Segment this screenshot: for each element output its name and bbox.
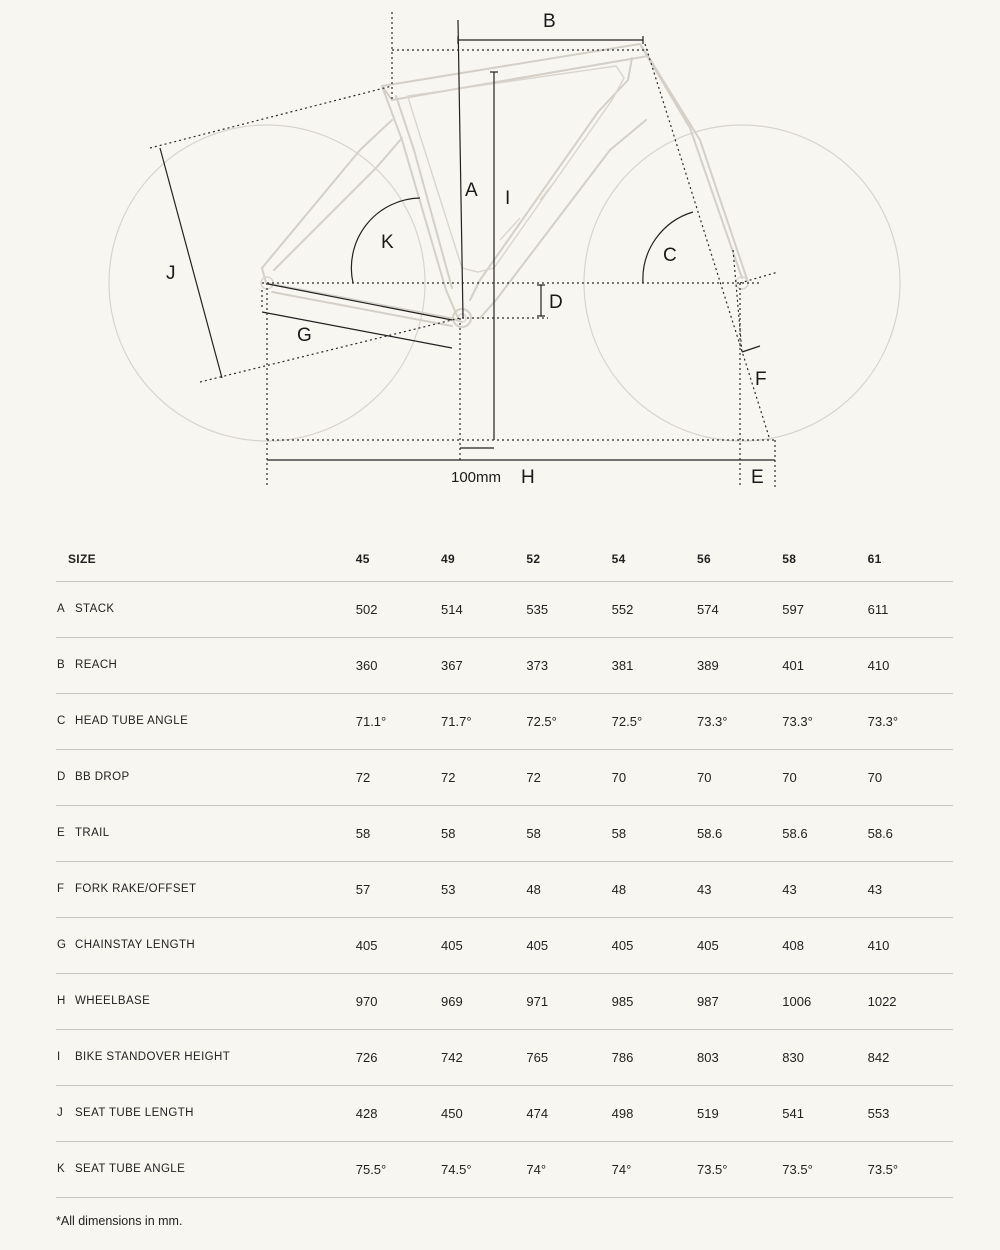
row-key: J xyxy=(57,1107,63,1119)
table-cell: 43 xyxy=(782,881,797,897)
table-cell: 74.5° xyxy=(441,1161,472,1177)
table-cell: 401 xyxy=(782,657,804,673)
table-cell: 389 xyxy=(696,657,719,673)
size-column-header: 45 xyxy=(355,552,370,567)
row-key: G xyxy=(57,939,66,951)
table-cell: 405 xyxy=(696,937,719,953)
table-row xyxy=(56,917,953,973)
row-label: BB DROP xyxy=(74,771,130,783)
size-column-header: 52 xyxy=(526,552,541,567)
table-cell: 519 xyxy=(696,1105,719,1121)
table-cell: 611 xyxy=(867,601,889,617)
table-row xyxy=(56,1085,953,1141)
table-cell: 405 xyxy=(611,937,634,953)
row-label: SEAT TUBE LENGTH xyxy=(74,1107,194,1119)
table-cell: 985 xyxy=(611,993,634,1009)
table-cell: 1022 xyxy=(867,993,897,1009)
table-cell: 502 xyxy=(355,601,378,617)
table-cell: 48 xyxy=(611,881,627,897)
table-cell: 987 xyxy=(696,993,719,1009)
row-label: WHEELBASE xyxy=(74,995,151,1007)
table-cell: 742 xyxy=(441,1049,463,1065)
table-cell: 72 xyxy=(526,769,541,785)
table-cell: 71.1° xyxy=(355,713,387,729)
table-header-row xyxy=(56,538,953,581)
table-cell: 74° xyxy=(611,1161,632,1177)
size-column-header: 61 xyxy=(867,552,882,567)
table-row xyxy=(56,1029,953,1085)
label-c: C xyxy=(663,245,677,266)
label-d: D xyxy=(549,292,563,313)
table-cell: 58 xyxy=(611,825,627,841)
label-h: H xyxy=(521,467,535,488)
table-cell: 541 xyxy=(782,1105,804,1121)
table-cell: 971 xyxy=(526,993,549,1009)
table-cell: 574 xyxy=(696,601,719,617)
table-cell: 373 xyxy=(526,657,549,673)
label-100mm: 100mm xyxy=(451,469,502,486)
table-cell: 58.6 xyxy=(867,825,893,841)
table-cell: 969 xyxy=(441,993,463,1009)
table-row xyxy=(56,581,953,637)
row-label: FORK RAKE/OFFSET xyxy=(74,883,197,895)
size-column-header: 58 xyxy=(782,552,797,567)
table-row xyxy=(56,861,953,917)
row-label: HEAD TUBE ANGLE xyxy=(74,715,189,727)
geometry-diagram xyxy=(0,0,1000,500)
table-cell: 53 xyxy=(441,881,456,897)
table-cell: 58 xyxy=(526,825,541,841)
size-header: SIZE xyxy=(68,552,96,567)
table-cell: 58 xyxy=(355,825,371,841)
table-cell: 70 xyxy=(611,769,627,785)
row-key: I xyxy=(57,1051,61,1063)
table-row xyxy=(56,1141,953,1197)
table-cell: 428 xyxy=(355,1105,378,1121)
table-cell: 765 xyxy=(526,1049,549,1065)
table-cell: 72 xyxy=(441,769,456,785)
table-cell: 803 xyxy=(696,1049,719,1065)
table-row xyxy=(56,973,953,1029)
table-row xyxy=(56,693,953,749)
table-cell: 73.5° xyxy=(696,1161,728,1177)
geometry-table xyxy=(56,538,953,1198)
size-column-header: 56 xyxy=(696,552,711,567)
table-cell: 73.3° xyxy=(696,713,728,729)
table-cell: 410 xyxy=(867,937,890,953)
table-cell: 74° xyxy=(526,1161,547,1177)
table-cell: 73.5° xyxy=(867,1161,899,1177)
table-cell: 405 xyxy=(355,937,378,953)
dimension-lines xyxy=(150,12,778,488)
table-row xyxy=(56,805,953,861)
table-cell: 786 xyxy=(611,1049,634,1065)
table-cell: 73.3° xyxy=(867,713,899,729)
row-label: SEAT TUBE ANGLE xyxy=(74,1163,186,1175)
bike-frame xyxy=(261,44,748,327)
label-e: E xyxy=(751,467,764,488)
row-key: A xyxy=(57,603,65,615)
table-cell: 970 xyxy=(355,993,378,1009)
label-f: F xyxy=(755,369,767,390)
table-cell: 830 xyxy=(782,1049,804,1065)
table-cell: 405 xyxy=(441,937,463,953)
table-cell: 405 xyxy=(526,937,549,953)
table-cell: 553 xyxy=(867,1105,890,1121)
table-cell: 72 xyxy=(355,769,371,785)
table-row xyxy=(56,637,953,693)
row-key: F xyxy=(57,883,65,895)
table-row xyxy=(56,749,953,805)
table-cell: 43 xyxy=(867,881,883,897)
label-b: B xyxy=(543,11,556,32)
table-cell: 381 xyxy=(611,657,634,673)
table-cell: 48 xyxy=(526,881,541,897)
label-i: I xyxy=(505,188,511,209)
table-cell: 70 xyxy=(782,769,797,785)
table-cell: 70 xyxy=(696,769,712,785)
table-cell: 597 xyxy=(782,601,804,617)
table-cell: 57 xyxy=(355,881,371,897)
table-cell: 43 xyxy=(696,881,712,897)
table-cell: 1006 xyxy=(782,993,812,1009)
label-g: G xyxy=(297,325,312,346)
row-label: TRAIL xyxy=(74,827,110,839)
table-cell: 72.5° xyxy=(611,713,643,729)
row-key: E xyxy=(57,827,65,839)
row-label: BIKE STANDOVER HEIGHT xyxy=(74,1051,231,1063)
row-key: H xyxy=(57,995,66,1007)
table-cell: 367 xyxy=(441,657,463,673)
row-key: B xyxy=(57,659,65,671)
table-cell: 726 xyxy=(355,1049,378,1065)
footnote: *All dimensions in mm. xyxy=(56,1214,183,1228)
table-cell: 360 xyxy=(355,657,378,673)
table-cell: 552 xyxy=(611,601,634,617)
table-cell: 73.5° xyxy=(782,1161,813,1177)
table-cell: 58.6 xyxy=(696,825,723,841)
size-column-header: 49 xyxy=(441,552,455,567)
row-key: D xyxy=(57,771,66,783)
table-cell: 58.6 xyxy=(782,825,808,841)
table-cell: 75.5° xyxy=(355,1161,387,1177)
table-cell: 58 xyxy=(441,825,456,841)
label-a: A xyxy=(465,180,478,201)
label-j: J xyxy=(166,263,176,284)
table-cell: 514 xyxy=(441,601,463,617)
table-cell: 73.3° xyxy=(782,713,813,729)
size-column-header: 54 xyxy=(611,552,626,567)
row-label: REACH xyxy=(74,659,118,671)
table-cell: 535 xyxy=(526,601,549,617)
table-cell: 72.5° xyxy=(526,713,557,729)
table-cell: 410 xyxy=(867,657,890,673)
label-k: K xyxy=(381,232,394,253)
table-cell: 70 xyxy=(867,769,883,785)
table-cell: 474 xyxy=(526,1105,549,1121)
row-key: K xyxy=(57,1163,65,1175)
table-cell: 408 xyxy=(782,937,804,953)
row-label: CHAINSTAY LENGTH xyxy=(74,939,196,951)
table-cell: 498 xyxy=(611,1105,634,1121)
row-label: STACK xyxy=(74,603,115,615)
row-key: C xyxy=(57,715,66,727)
table-cell: 71.7° xyxy=(441,713,472,729)
table-cell: 450 xyxy=(441,1105,463,1121)
table-cell: 842 xyxy=(867,1049,890,1065)
